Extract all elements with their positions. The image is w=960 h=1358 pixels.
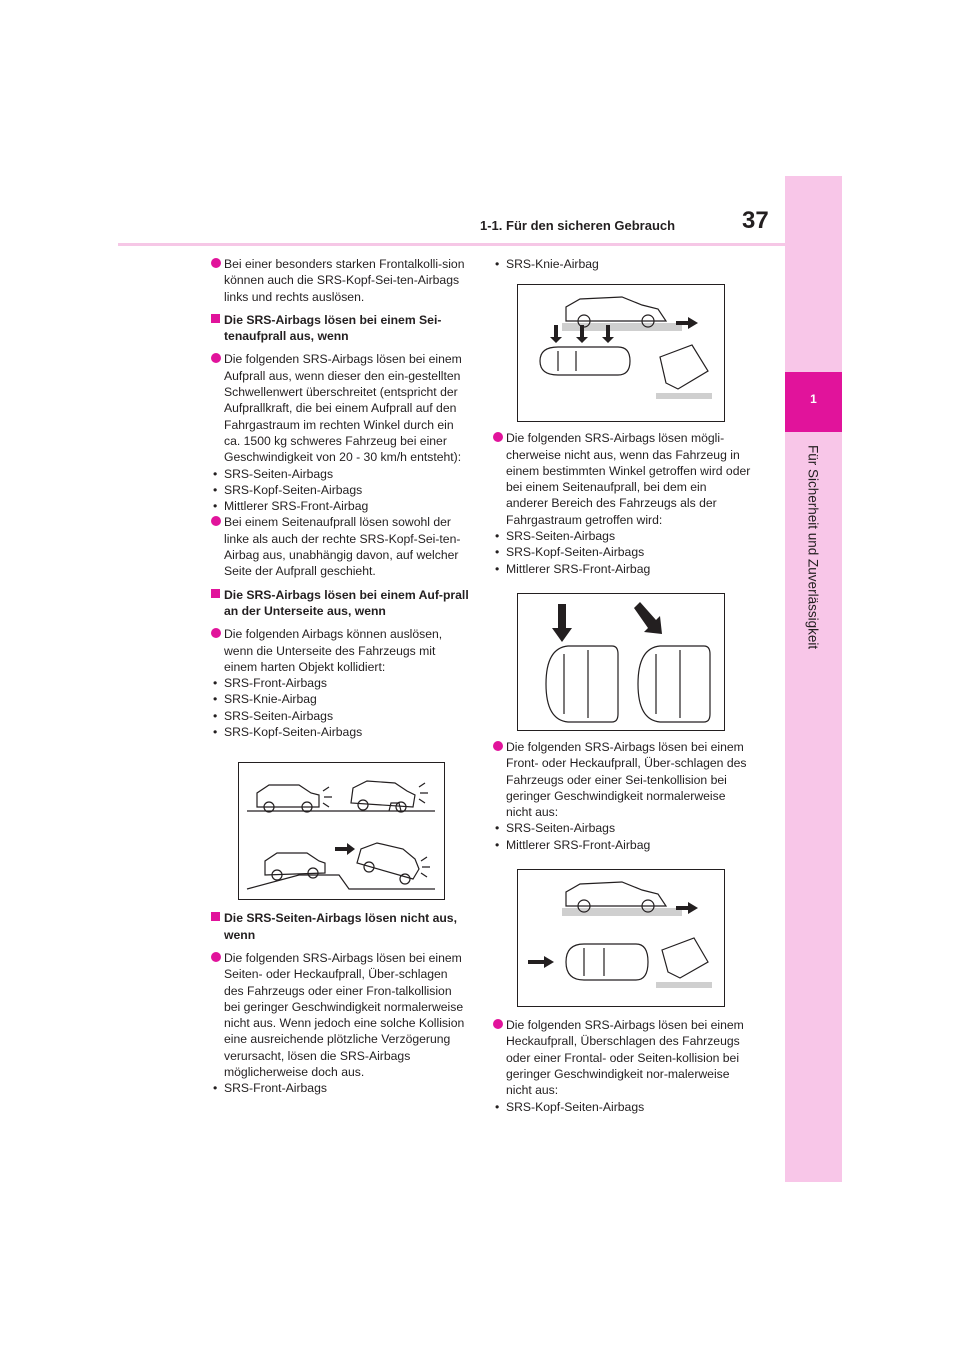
list-item: • SRS-Knie-Airbag	[211, 691, 469, 707]
list-item: • SRS-Knie-Airbag	[493, 256, 751, 272]
paragraph-not-deploy-low-speed: Die folgenden SRS-Airbags lösen bei einem Seiten- oder Heckaufprall, Über-schlagen des Fahrzeugs oder einer Fron-talkollision bei geringer Geschwindigkeit normalerweise nicht aus. Wenn jedoch eine solche Kollision eine ausreichende plötzliche Verzögerung verursacht, lösen die SRS-Airbags möglicherweise doch aus.	[211, 950, 469, 1080]
chapter-number: 1	[810, 392, 817, 406]
bullet-dot-icon	[211, 628, 221, 638]
list-item: • SRS-Front-Airbags	[211, 675, 469, 691]
paragraph-underbody-impact: Die folgenden Airbags können auslösen, wenn die Unterseite des Fahrzeugs mit einem harten Objekt kollidiert:	[211, 626, 469, 675]
top-view-impact-drawing	[518, 594, 724, 730]
list-item: • SRS-Front-Airbags	[211, 1080, 469, 1096]
heading-underbody-impact: Die SRS-Airbags lösen bei einem Auf-prall an der Unterseite aus, wenn	[211, 587, 469, 620]
page-number: 37	[742, 207, 769, 234]
list-item: • SRS-Kopf-Seiten-Airbags	[493, 1099, 751, 1115]
section-title: 1-1. Für den sicheren Gebrauch	[480, 218, 676, 233]
airbag-list-angled	[493, 528, 751, 577]
paragraph-angled-impact: Die folgenden SRS-Airbags lösen mögli-cherweise nicht aus, wenn das Fahrzeug in einem bestimmten Winkel getroffen wird oder bei einem Seitenaufprall, bei dem ein anderer Bereich des Fahrzeugs als der Fahrgastraum getroffen wird:	[493, 430, 751, 528]
airbag-list-front-rear	[493, 820, 751, 853]
paragraph-rear-impact: Die folgenden SRS-Airbags lösen bei einem Heckaufprall, Überschlagen des Fahrzeugs oder einer Frontal- oder Seiten-kollision bei geringer Geschwindigkeit nor-malerweise nicht aus:	[493, 1017, 751, 1098]
bullet-dot-icon	[211, 258, 221, 268]
list-item: • SRS-Kopf-Seiten-Airbags	[211, 482, 469, 498]
header-divider	[118, 243, 785, 246]
bullet-dot-icon	[211, 952, 221, 962]
front-rear-rollover-illustration	[517, 869, 725, 1007]
airbag-list-side-impact	[211, 466, 469, 515]
heading-square-icon	[211, 314, 220, 323]
heading-square-icon	[211, 912, 220, 921]
heading-side-airbags-not-deploy: Die SRS-Seiten-Airbags lösen nicht aus, wenn	[211, 910, 469, 943]
list-item: • SRS-Seiten-Airbags	[211, 466, 469, 482]
angled-impact-illustration	[517, 593, 725, 731]
left-column	[211, 256, 469, 1097]
paragraph-frontal-head-airbags: Bei einer besonders starken Frontalkolli-sion können auch die SRS-Kopf-Sei-ten-Airbags links und rechts auslösen.	[211, 256, 469, 305]
side-not-deploy-illustration-1	[517, 284, 725, 422]
airbag-list-knee	[493, 256, 751, 272]
rear-impact-rollover-drawing	[518, 870, 724, 1006]
right-column	[493, 256, 751, 1115]
underbody-impact-illustration	[238, 762, 445, 900]
underbody-impact-drawing	[239, 763, 444, 899]
car-side-and-rollover-drawing	[518, 285, 724, 421]
bullet-dot-icon	[211, 516, 221, 526]
bullet-dot-icon	[493, 741, 503, 751]
airbag-list-rear-impact	[493, 1099, 751, 1115]
bullet-dot-icon	[493, 1019, 503, 1029]
bullet-dot-icon	[493, 432, 503, 442]
bullet-dot-icon	[211, 353, 221, 363]
paragraph-side-impact-threshold: Die folgenden SRS-Airbags lösen bei einem Aufprall aus, wenn dieser den ein-gestellten Schwellenwert überschreitet (entspricht der Aufprallkraft, die bei einem Aufprall auf den Fahrgastraum im rechten Winkel durch ein ca. 1500 kg schweres Fahrzeug bei einer Geschwindigkeit von 20 - 30 km/h entsteht):	[211, 351, 469, 465]
chapter-title: Für Sicherheit und Zuverlässigkeit	[805, 445, 821, 650]
paragraph-front-rear-rollover: Die folgenden SRS-Airbags lösen bei einem Front- oder Heckaufprall, Über-schlagen des Fahrzeugs oder einer Sei-tenkollision bei geringer Geschwindigkeit normalerweise nicht aus:	[493, 739, 751, 820]
list-item: • SRS-Seiten-Airbags	[493, 820, 751, 836]
list-item: • SRS-Seiten-Airbags	[211, 708, 469, 724]
heading-square-icon	[211, 589, 220, 598]
airbag-list-underbody	[211, 675, 469, 740]
list-item: • Mittlerer SRS-Front-Airbag	[493, 561, 751, 577]
list-item: • SRS-Kopf-Seiten-Airbags	[493, 544, 751, 560]
chapter-side-tab	[785, 176, 842, 1182]
paragraph-both-curtain-airbags: Bei einem Seitenaufprall lösen sowohl der linke als auch der rechte SRS-Kopf-Sei-ten-Airbag aus, unabhängig davon, auf welcher Seite der Aufprall geschieht.	[211, 514, 469, 579]
heading-side-impact: Die SRS-Airbags lösen bei einem Sei-tenaufprall aus, wenn	[211, 312, 469, 345]
list-item: • Mittlerer SRS-Front-Airbag	[211, 498, 469, 514]
list-item: • Mittlerer SRS-Front-Airbag	[493, 837, 751, 853]
list-item: • SRS-Seiten-Airbags	[493, 528, 751, 544]
airbag-list-not-deploy	[211, 1080, 469, 1096]
list-item: • SRS-Kopf-Seiten-Airbags	[211, 724, 469, 740]
